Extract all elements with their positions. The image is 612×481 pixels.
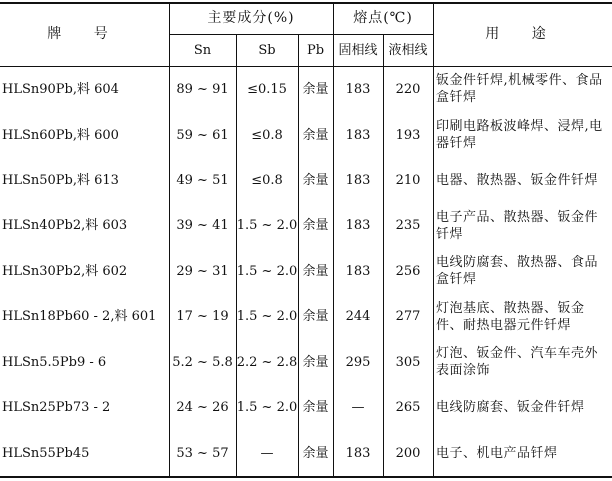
row-pb: 余量 [302,263,329,279]
row-sb: ≤0.8 [251,127,283,143]
row-pb: 余量 [302,218,329,233]
row-sn: 89 ~ 91 [176,81,229,97]
row-solidus: 183 [345,218,371,233]
row-grade: HLSn18Pb60 - 2,料 601 [2,309,157,324]
row-liquidus: 305 [395,354,421,370]
row-sb: 1.5 ~ 2.0 [236,309,298,324]
row-sb: 1.5 ~ 2.0 [236,263,298,279]
row-grade: HLSn40Pb2,料 603 [2,218,128,233]
row-solidus: 183 [345,127,371,143]
row-liquidus: 220 [395,81,421,97]
solder-table [0,2,612,478]
row-solidus: 183 [345,81,371,97]
row-solidus: — [351,400,365,415]
row-grade: HLSn50Pb,料 613 [2,173,119,188]
row-usage: 电器、散热器、钣金件钎焊 [436,173,599,188]
row-sb: ≤0.15 [247,81,287,97]
col-divider [433,2,434,478]
header-pb: Pb [306,42,325,58]
row-sb: 2.2 ~ 2.8 [236,354,298,370]
row-pb: 余量 [302,173,329,188]
row-grade: HLSn30Pb2,料 602 [2,263,128,279]
row-liquidus: 265 [395,400,421,415]
header-liquidus: 液相线 [388,42,428,58]
row-grade: HLSn60Pb,料 600 [2,127,119,143]
row-usage: 印刷电路板波峰焊、浸焊,电器钎焊 [436,119,603,151]
row-grade: HLSn25Pb73 - 2 [2,400,111,415]
row-usage: 钣金件钎焊,机械零件、食品盒钎焊 [436,73,603,105]
header-melting-point: 熔点(℃) [353,9,413,26]
row-solidus: 244 [345,309,371,324]
row-liquidus: 193 [395,127,421,143]
row-pb: 余量 [302,354,329,370]
row-grade: HLSn90Pb,料 604 [2,81,119,97]
row-grade: HLSn55Pb45 [2,445,90,461]
header-composition: 主要成分(%) [207,9,295,26]
row-sn: 17 ~ 19 [176,309,229,324]
row-usage: 电线防腐套、钣金件钎焊 [436,400,585,415]
row-sn: 29 ~ 31 [176,263,229,279]
header-grade: 牌 号 [47,25,122,42]
row-liquidus: 210 [395,173,421,188]
row-sb: — [260,445,274,461]
header-solidus: 固相线 [338,42,378,58]
header-sn: Sn [193,42,212,58]
row-solidus: 183 [345,445,371,461]
row-solidus: 183 [345,173,371,188]
row-usage: 电子产品、散热器、钣金件钎焊 [436,209,599,242]
header-usage: 用 途 [485,25,560,42]
row-liquidus: 235 [395,218,421,233]
row-usage: 灯泡基底、散热器、钣金件、耐热电器元件钎焊 [436,300,585,333]
row-sb: 1.5 ~ 2.0 [236,400,298,415]
row-sb: 1.5 ~ 2.0 [236,218,298,233]
row-sn: 49 ~ 51 [176,173,229,188]
row-liquidus: 277 [395,309,421,324]
row-sn: 39 ~ 41 [176,218,229,233]
row-sn: 59 ~ 61 [176,127,229,143]
row-usage: 灯泡、钣金件、汽车车壳外表面涂饰 [436,346,599,378]
row-sn: 53 ~ 57 [176,445,229,461]
row-grade: HLSn5.5Pb9 - 6 [2,354,107,370]
row-pb: 余量 [302,445,329,461]
table-bottom-rule [0,476,612,478]
row-sb: ≤0.8 [251,173,283,188]
row-solidus: 183 [345,263,371,279]
row-pb: 余量 [302,309,329,324]
row-usage: 电子、机电产品钎焊 [436,445,558,461]
row-sn: 5.2 ~ 5.8 [172,354,233,370]
row-liquidus: 256 [395,263,421,279]
row-usage: 电线防腐套、散热器、食品盒钎焊 [436,255,599,287]
row-pb: 余量 [302,127,329,143]
row-liquidus: 200 [395,445,421,461]
row-pb: 余量 [302,81,329,97]
row-sn: 24 ~ 26 [176,400,229,415]
row-solidus: 295 [345,354,371,370]
row-pb: 余量 [302,400,329,415]
header-sb: Sb [258,42,276,58]
